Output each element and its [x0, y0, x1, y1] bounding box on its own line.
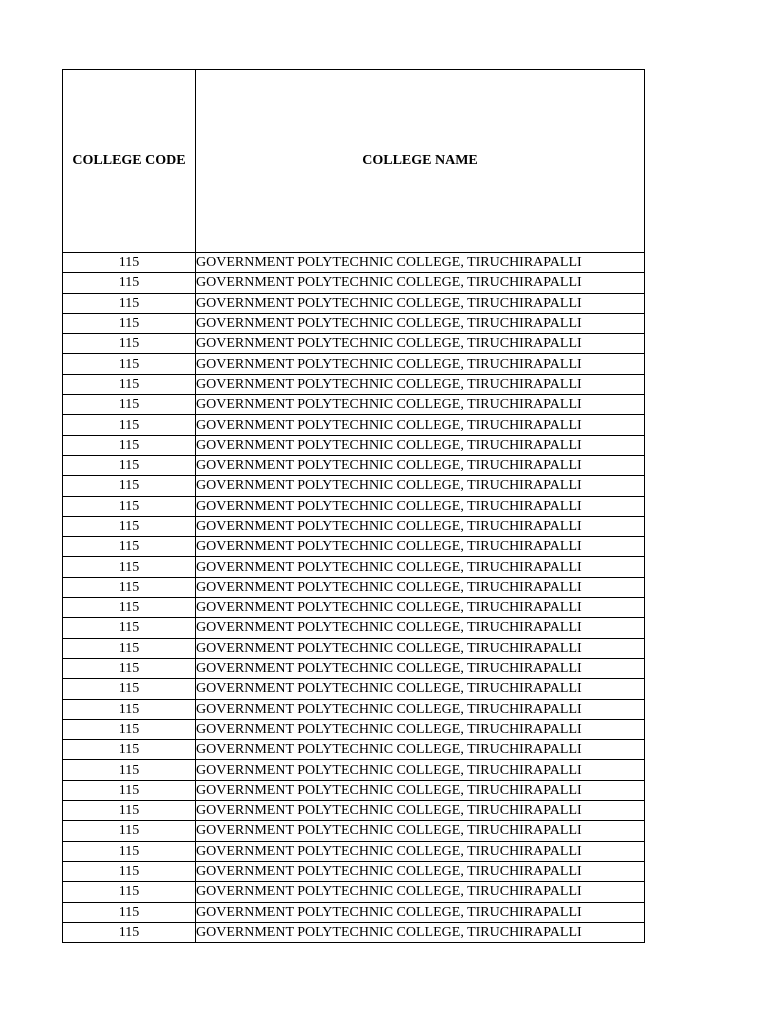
- college-code-cell: 115: [63, 516, 196, 536]
- college-code-cell: 115: [63, 577, 196, 597]
- table-row: [63, 334, 645, 354]
- table-row: [63, 841, 645, 861]
- table-row: [63, 455, 645, 475]
- table-row: [63, 922, 645, 942]
- college-name-cell: GOVERNMENT POLYTECHNIC COLLEGE, TIRUCHIRAPALLI: [196, 537, 645, 557]
- table-row: [63, 638, 645, 658]
- college-code-cell: 115: [63, 598, 196, 618]
- college-code-cell: 115: [63, 455, 196, 475]
- table-row: [63, 253, 645, 273]
- table-row: [63, 293, 645, 313]
- college-name-cell: GOVERNMENT POLYTECHNIC COLLEGE, TIRUCHIRAPALLI: [196, 740, 645, 760]
- college-code-cell: 115: [63, 395, 196, 415]
- college-name-cell: GOVERNMENT POLYTECHNIC COLLEGE, TIRUCHIRAPALLI: [196, 598, 645, 618]
- college-name-cell: GOVERNMENT POLYTECHNIC COLLEGE, TIRUCHIRAPALLI: [196, 618, 645, 638]
- table-row: [63, 516, 645, 536]
- college-code-cell: 115: [63, 253, 196, 273]
- college-name-cell: GOVERNMENT POLYTECHNIC COLLEGE, TIRUCHIRAPALLI: [196, 780, 645, 800]
- college-table: [62, 69, 645, 943]
- college-code-cell: 115: [63, 638, 196, 658]
- college-code-cell: 115: [63, 273, 196, 293]
- table-row: [63, 760, 645, 780]
- college-name-cell: GOVERNMENT POLYTECHNIC COLLEGE, TIRUCHIRAPALLI: [196, 821, 645, 841]
- college-name-cell: GOVERNMENT POLYTECHNIC COLLEGE, TIRUCHIRAPALLI: [196, 902, 645, 922]
- table-row: [63, 577, 645, 597]
- college-code-cell: 115: [63, 658, 196, 678]
- college-code-cell: 115: [63, 374, 196, 394]
- college-code-cell: 115: [63, 618, 196, 638]
- college-code-cell: 115: [63, 699, 196, 719]
- table-row: [63, 679, 645, 699]
- college-name-cell: GOVERNMENT POLYTECHNIC COLLEGE, TIRUCHIRAPALLI: [196, 516, 645, 536]
- college-name-cell: GOVERNMENT POLYTECHNIC COLLEGE, TIRUCHIRAPALLI: [196, 273, 645, 293]
- college-code-cell: 115: [63, 435, 196, 455]
- college-code-cell: 115: [63, 922, 196, 942]
- college-name-cell: GOVERNMENT POLYTECHNIC COLLEGE, TIRUCHIRAPALLI: [196, 882, 645, 902]
- table-row: [63, 598, 645, 618]
- college-name-cell: GOVERNMENT POLYTECHNIC COLLEGE, TIRUCHIRAPALLI: [196, 334, 645, 354]
- college-name-header: COLLEGE NAME: [196, 70, 645, 253]
- college-name-cell: GOVERNMENT POLYTECHNIC COLLEGE, TIRUCHIRAPALLI: [196, 679, 645, 699]
- table-row: [63, 537, 645, 557]
- college-name-cell: GOVERNMENT POLYTECHNIC COLLEGE, TIRUCHIRAPALLI: [196, 760, 645, 780]
- college-name-cell: GOVERNMENT POLYTECHNIC COLLEGE, TIRUCHIRAPALLI: [196, 293, 645, 313]
- college-name-cell: GOVERNMENT POLYTECHNIC COLLEGE, TIRUCHIRAPALLI: [196, 658, 645, 678]
- college-code-cell: 115: [63, 476, 196, 496]
- table-row: [63, 740, 645, 760]
- college-name-cell: GOVERNMENT POLYTECHNIC COLLEGE, TIRUCHIRAPALLI: [196, 577, 645, 597]
- table-row: [63, 699, 645, 719]
- college-code-cell: 115: [63, 861, 196, 881]
- college-code-cell: 115: [63, 496, 196, 516]
- college-code-cell: 115: [63, 740, 196, 760]
- college-name-cell: GOVERNMENT POLYTECHNIC COLLEGE, TIRUCHIRAPALLI: [196, 435, 645, 455]
- college-code-cell: 115: [63, 293, 196, 313]
- college-name-cell: GOVERNMENT POLYTECHNIC COLLEGE, TIRUCHIRAPALLI: [196, 861, 645, 881]
- college-code-cell: 115: [63, 760, 196, 780]
- college-code-cell: 115: [63, 719, 196, 739]
- table-row: [63, 354, 645, 374]
- college-name-cell: GOVERNMENT POLYTECHNIC COLLEGE, TIRUCHIRAPALLI: [196, 699, 645, 719]
- college-name-cell: GOVERNMENT POLYTECHNIC COLLEGE, TIRUCHIRAPALLI: [196, 253, 645, 273]
- college-code-cell: 115: [63, 313, 196, 333]
- college-code-cell: 115: [63, 841, 196, 861]
- table-row: [63, 719, 645, 739]
- college-code-cell: 115: [63, 821, 196, 841]
- college-code-cell: 115: [63, 537, 196, 557]
- table-row: [63, 415, 645, 435]
- college-code-cell: 115: [63, 882, 196, 902]
- table-row: [63, 496, 645, 516]
- table-row: [63, 435, 645, 455]
- college-name-cell: GOVERNMENT POLYTECHNIC COLLEGE, TIRUCHIRAPALLI: [196, 801, 645, 821]
- college-name-cell: GOVERNMENT POLYTECHNIC COLLEGE, TIRUCHIRAPALLI: [196, 313, 645, 333]
- college-name-cell: GOVERNMENT POLYTECHNIC COLLEGE, TIRUCHIRAPALLI: [196, 638, 645, 658]
- college-name-cell: GOVERNMENT POLYTECHNIC COLLEGE, TIRUCHIRAPALLI: [196, 455, 645, 475]
- table-row: [63, 557, 645, 577]
- college-name-cell: GOVERNMENT POLYTECHNIC COLLEGE, TIRUCHIRAPALLI: [196, 496, 645, 516]
- college-name-cell: GOVERNMENT POLYTECHNIC COLLEGE, TIRUCHIRAPALLI: [196, 557, 645, 577]
- college-code-cell: 115: [63, 354, 196, 374]
- table-row: [63, 801, 645, 821]
- college-code-cell: 115: [63, 902, 196, 922]
- college-name-cell: GOVERNMENT POLYTECHNIC COLLEGE, TIRUCHIRAPALLI: [196, 476, 645, 496]
- college-name-cell: GOVERNMENT POLYTECHNIC COLLEGE, TIRUCHIRAPALLI: [196, 395, 645, 415]
- table-row: [63, 313, 645, 333]
- table-row: [63, 273, 645, 293]
- table-row: [63, 882, 645, 902]
- college-code-cell: 115: [63, 780, 196, 800]
- college-code-cell: 115: [63, 334, 196, 354]
- table-row: [63, 395, 645, 415]
- college-code-header: COLLEGE CODE: [63, 70, 196, 253]
- table-row: [63, 861, 645, 881]
- table-row: [63, 476, 645, 496]
- table-row: [63, 780, 645, 800]
- college-name-cell: GOVERNMENT POLYTECHNIC COLLEGE, TIRUCHIRAPALLI: [196, 354, 645, 374]
- college-name-cell: GOVERNMENT POLYTECHNIC COLLEGE, TIRUCHIRAPALLI: [196, 841, 645, 861]
- college-code-cell: 115: [63, 415, 196, 435]
- table-row: [63, 821, 645, 841]
- college-code-cell: 115: [63, 557, 196, 577]
- header-row: [63, 70, 645, 253]
- college-code-cell: 115: [63, 679, 196, 699]
- table-row: [63, 618, 645, 638]
- table-body: [63, 253, 645, 943]
- college-name-cell: GOVERNMENT POLYTECHNIC COLLEGE, TIRUCHIRAPALLI: [196, 415, 645, 435]
- table-row: [63, 658, 645, 678]
- table-row: [63, 374, 645, 394]
- college-name-cell: GOVERNMENT POLYTECHNIC COLLEGE, TIRUCHIRAPALLI: [196, 719, 645, 739]
- college-name-cell: GOVERNMENT POLYTECHNIC COLLEGE, TIRUCHIRAPALLI: [196, 374, 645, 394]
- college-name-cell: GOVERNMENT POLYTECHNIC COLLEGE, TIRUCHIRAPALLI: [196, 922, 645, 942]
- table-row: [63, 902, 645, 922]
- college-code-cell: 115: [63, 801, 196, 821]
